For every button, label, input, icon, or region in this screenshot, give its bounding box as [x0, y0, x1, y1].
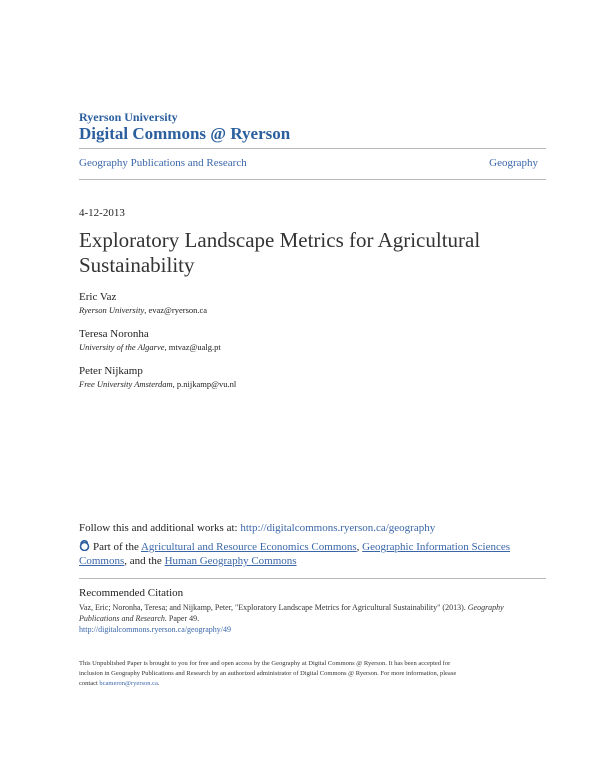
gis-commons-link-part1[interactable]: Geographic Information Sciences — [362, 541, 511, 553]
author-email: p.nijkamp@vu.nl — [176, 379, 237, 389]
nav-divider — [79, 179, 546, 180]
follow-label: Follow this and additional works at: — [79, 522, 238, 534]
open-access-icon — [79, 540, 90, 551]
footer-notice — [79, 659, 539, 689]
contact-email-link[interactable]: bcameron@ryerson.ca — [99, 680, 158, 687]
part-of-commons — [79, 540, 544, 568]
author-affiliation: University of the Algarve — [79, 342, 165, 352]
part-of-prefix: Part of the — [93, 541, 139, 553]
gis-commons-link-part2[interactable]: Commons — [79, 555, 125, 567]
footer-line3-prefix: contact — [79, 680, 98, 687]
agricultural-commons-link[interactable]: Agricultural and Resource Economics Commons — [140, 541, 357, 553]
citation-heading: Recommended Citation — [79, 587, 184, 599]
author-affiliation: Ryerson University — [79, 305, 145, 315]
repository-name[interactable]: Digital Commons @ Ryerson — [79, 124, 291, 143]
author-name: Teresa Noronha — [79, 328, 149, 340]
footer-line3-suffix: . — [157, 680, 160, 687]
citation-journal-part2: Publications and Research. — [79, 614, 167, 623]
collection-link[interactable]: Geography Publications and Research — [79, 157, 247, 169]
author-item: Eric Vaz Ryerson University, evaz@ryerson.ca — [79, 291, 208, 315]
author-item: Peter Nijkamp Free University Amsterdam, p.nijkamp@vu.nl — [79, 365, 237, 389]
top-divider — [79, 148, 546, 149]
paper-title-line2: Sustainability — [79, 253, 195, 277]
footer-line1: This Unpublished Paper is brought to you for free and open access by the Geography at Digital Commons @ Ryerson. It has been accepted for — [79, 660, 451, 667]
department-link[interactable]: Geography — [489, 157, 538, 169]
paper-title-line1: Exploratory Landscape Metrics for Agricultural — [79, 228, 481, 252]
citation-text-block — [79, 602, 539, 635]
follow-line — [79, 522, 435, 534]
footer-line2: inclusion in Geography Publications and Research by an authorized administrator of Digital Commons @ Ryerson. For more information, please — [79, 670, 457, 677]
part-of-separator: , and the — [124, 555, 162, 567]
institution-block — [79, 110, 290, 144]
author-email: mtvaz@ualg.pt — [168, 342, 221, 352]
publication-date: 4-12-2013 — [79, 207, 125, 219]
author-email: evaz@ryerson.ca — [148, 305, 208, 315]
author-item: Teresa Noronha University of the Algarve, mtvaz@ualg.pt — [79, 328, 221, 352]
citation-journal-part1: Geography — [467, 603, 504, 612]
paper-title — [79, 228, 539, 278]
follow-url-link[interactable]: http://digitalcommons.ryerson.ca/geography — [240, 522, 436, 534]
author-name: Peter Nijkamp — [79, 365, 143, 377]
human-geography-commons-link[interactable]: Human Geography Commons — [164, 555, 297, 567]
citation-text: Vaz, Eric; Noronha, Teresa; and Nijkamp, Peter, "Exploratory Landscape Metrics for Agricultural Sustainability" (2013). — [79, 603, 466, 612]
part-of-separator: , — [356, 541, 360, 553]
author-name: Eric Vaz — [79, 291, 117, 303]
citation-divider — [79, 578, 546, 579]
university-name: Ryerson University — [79, 110, 178, 124]
citation-url-link[interactable]: http://digitalcommons.ryerson.ca/geography/49 — [79, 625, 231, 634]
author-affiliation: Free University Amsterdam — [79, 379, 173, 389]
citation-paper-number: Paper 49. — [168, 614, 200, 623]
